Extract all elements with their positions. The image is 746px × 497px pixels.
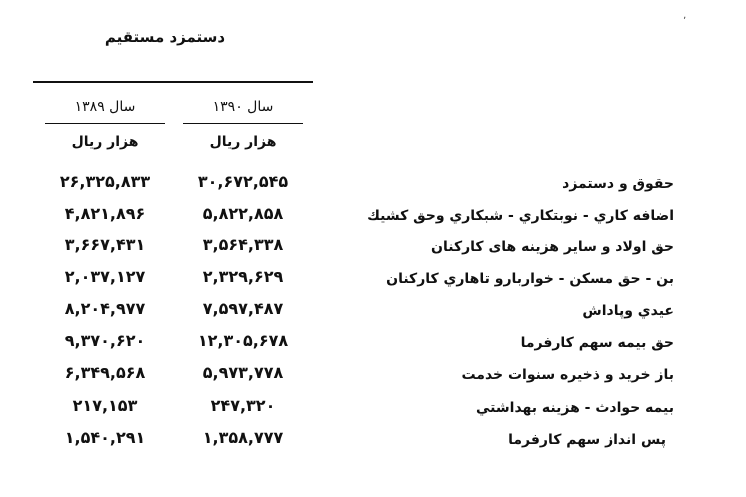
column-header-1390: سال ۱۳۹۰ [212,99,274,115]
value-1389: ۴,۸۲۱,۸۹۶ [64,204,146,223]
value-1390: ۲۴۷,۳۲۰ [210,396,276,415]
row-label: اضافه کاري - نوبتکاري - شبکاري وحق کشیك [367,208,674,224]
value-1390: ۵,۸۲۲,۸۵۸ [202,204,284,223]
table-row [0,363,746,393]
row-label: حق اولاد و سایر هزینه های کارکنان [431,239,674,255]
value-1389: ۳,۶۶۷,۴۳۱ [64,235,146,254]
row-label: عیدي وپاداش [582,303,674,319]
value-1389: ۸,۲۰۴,۹۷۷ [64,299,146,318]
table-row [0,204,746,234]
column-unit-1390: هزار ریال [209,134,277,150]
table-row [0,396,746,426]
value-1389: ۶,۳۴۹,۵۶۸ [64,363,146,382]
value-1390: ۷,۵۹۷,۴۸۷ [202,299,284,318]
table-row [0,428,746,458]
table-row [0,267,746,297]
column-unit-1389: هزار ریال [71,134,139,150]
row-label: باز خرید و ذخیره سنوات خدمت [461,367,674,383]
value-1389: ۱,۵۴۰,۲۹۱ [64,428,146,447]
table-row [0,299,746,329]
value-1389: ۲,۰۳۷,۱۲۷ [64,267,146,286]
row-label: پس انداز سهم کارفرما [508,432,666,448]
value-1390: ۱۲,۳۰۵,۶۷۸ [197,331,289,350]
value-1389: ۹,۳۷۰,۶۲۰ [64,331,146,350]
row-label: حق بیمه سهم کارفرما [520,335,674,351]
table-row [0,235,746,265]
title-divider [33,81,313,83]
value-1390: ۳۰,۶۷۲,۵۴۵ [197,172,289,191]
value-1389: ۲۱۷,۱۵۳ [72,396,138,415]
value-1389: ۲۶,۳۲۵,۸۳۳ [59,172,151,191]
table-row [0,172,746,202]
value-1390: ۳,۵۶۴,۳۳۸ [202,235,284,254]
value-1390: ۲,۳۲۹,۶۲۹ [202,267,284,286]
row-label: حقوق و دستمزد [562,176,674,192]
column-header-1389: سال ۱۳۸۹ [74,99,136,115]
corner-mark: ٬ [683,16,687,27]
page-title: دستمزد مستقیم [104,28,226,46]
table-row [0,331,746,361]
column-rule-1389 [45,123,165,124]
value-1390: ۱,۳۵۸,۷۷۷ [202,428,284,447]
value-1390: ۵,۹۷۳,۷۷۸ [202,363,284,382]
row-label: بن - حق مسکن - خواربارو تاهاري کارکنان [386,271,674,287]
row-label: بیمه حوادث - هزینه بهداشتي [476,400,674,416]
column-rule-1390 [183,123,303,124]
